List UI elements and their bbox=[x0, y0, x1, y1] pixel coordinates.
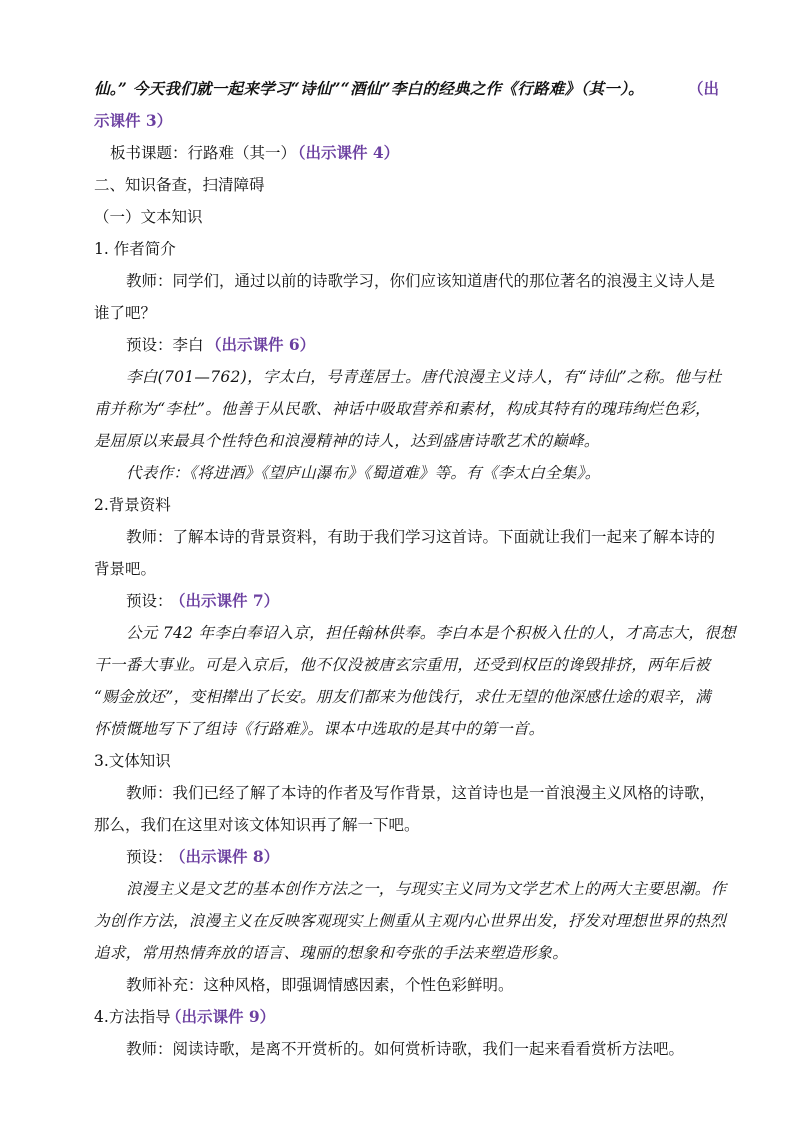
author-bio-line: 李白(701—762)，字太白，号青莲居士。唐代浪漫主义诗人，有“诗仙”之称。他与杜 bbox=[126, 368, 722, 386]
teacher-paragraph: 教师：我们已经了解了本诗的作者及写作背景，这首诗也是一首浪漫主义风格的诗歌， bbox=[126, 784, 716, 802]
heading-author-intro: 1. 作者简介 bbox=[94, 240, 176, 258]
courseware-ref-3-cont: 示课件 3） bbox=[94, 111, 173, 130]
representative-works: 代表作：《将进酒》《望庐山瀑布》《蜀道难》等。有《李太白全集》。 bbox=[126, 464, 601, 482]
romanticism-line: 追求，常用热情奔放的语言、瑰丽的想象和夸张的手法来塑造形象。 bbox=[94, 944, 569, 962]
background-line: “赐金放还”，变相撵出了长安。朋友们都来为他饯行，求仕无望的他深感仕途的艰辛，满 bbox=[94, 688, 711, 706]
teacher-paragraph: 教师：了解本诗的背景资料，有助于我们学习这首诗。下面就让我们一起来了解本诗的 bbox=[126, 528, 716, 546]
courseware-ref-7: （出示课件 7） bbox=[170, 591, 280, 610]
subsection-heading-1: （一）文本知识 bbox=[94, 208, 203, 226]
teacher-paragraph-cont: 那么，我们在这里对该文体知识再了解一下吧。 bbox=[94, 816, 420, 834]
section-heading-2: 二、知识备查，扫清障碍 bbox=[94, 176, 265, 194]
teacher-paragraph: 教师：阅读诗歌，是离不开赏析的。如何赏析诗歌，我们一起来看看赏析方法吧。 bbox=[126, 1040, 685, 1058]
teacher-paragraph-cont: 谁了吧？ bbox=[94, 304, 157, 322]
heading-method: 4.方法指导 bbox=[94, 1008, 171, 1026]
courseware-ref-4: （出示课件 4） bbox=[290, 143, 400, 162]
preset-answer: 预设：李白 bbox=[126, 336, 204, 354]
romanticism-line: 浪漫主义是文艺的基本创作方法之一，与现实主义同为文学艺术上的两大主要思潮。作 bbox=[126, 880, 727, 898]
courseware-ref-6: （出示课件 6） bbox=[206, 335, 316, 354]
teacher-paragraph-cont: 背景吧。 bbox=[94, 560, 157, 578]
preset-answer: 预设： bbox=[126, 592, 173, 610]
background-line: 公元 742 年李白奉诏入京，担任翰林供奉。李白本是个积极入仕的人，才高志大，很想 bbox=[126, 624, 736, 642]
romanticism-line: 为创作方法，浪漫主义在反映客观现实上侧重从主观内心世界出发，抒发对理想世界的热烈 bbox=[94, 912, 727, 930]
courseware-ref-8: （出示课件 8） bbox=[170, 847, 280, 866]
heading-background: 2.背景资料 bbox=[94, 496, 171, 514]
lesson-title: 板书课题：行路难（其一） bbox=[110, 144, 297, 162]
preset-answer: 预设： bbox=[126, 848, 173, 866]
author-bio-line: 是屈原以来最具个性特色和浪漫精神的诗人，达到盛唐诗歌艺术的巅峰。 bbox=[94, 432, 600, 450]
courseware-ref-3: （出 bbox=[688, 79, 720, 98]
background-line: 怀愤慨地写下了组诗《行路难》。课本中选取的是其中的第一首。 bbox=[94, 720, 545, 738]
heading-genre: 3.文体知识 bbox=[94, 752, 171, 770]
courseware-ref-9: （出示课件 9） bbox=[166, 1007, 276, 1026]
teacher-paragraph: 教师：同学们，通过以前的诗歌学习，你们应该知道唐代的那位著名的浪漫主义诗人是 bbox=[126, 272, 716, 290]
background-line: 干一番大事业。可是入京后，他不仅没被唐玄宗重用，还受到权臣的谗毁排挤，两年后被 bbox=[94, 656, 711, 674]
teacher-supplement: 教师补充：这种风格，即强调情感因素，个性色彩鲜明。 bbox=[126, 976, 514, 994]
author-bio-line: 甫并称为“李杜”。他善于从民歌、神话中吸取营养和素材，构成其特有的瑰玮绚烂色彩， bbox=[94, 400, 711, 418]
intro-text: 仙。” 今天我们就一起来学习“诗仙”“酒仙”李白的经典之作《行路难》（其一）。 bbox=[94, 79, 644, 98]
